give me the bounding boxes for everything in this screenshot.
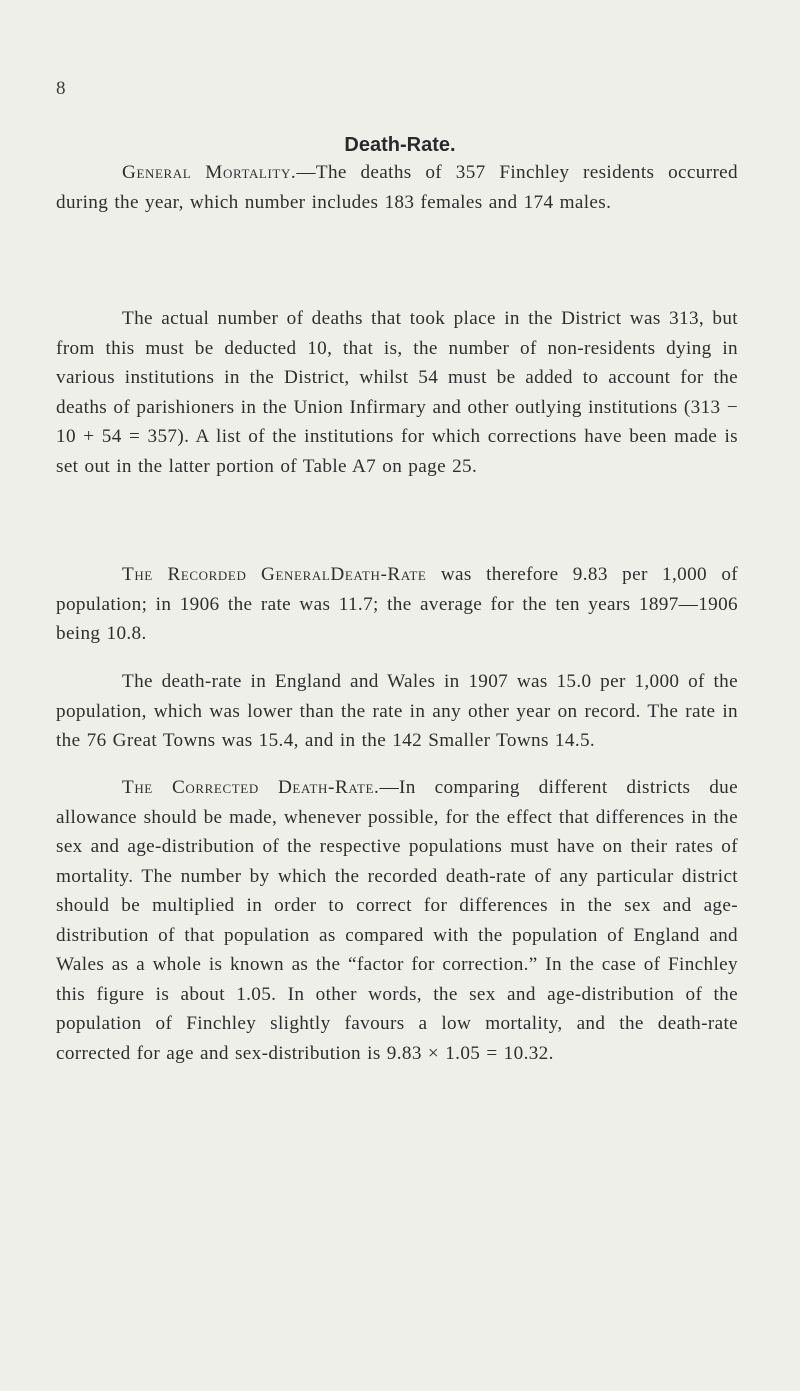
paragraph-lead: General Mortality.: [122, 162, 297, 183]
paragraph-actual-deaths: [56, 304, 738, 481]
paragraph-corrected-death-rate: [56, 773, 738, 1068]
paragraph-lead: The Corrected Death-Rate.: [122, 777, 380, 798]
page-title: Death-Rate.: [344, 134, 456, 156]
paragraph-england-wales-rate: [56, 667, 738, 756]
paragraph-body: The death-rate in England and Wales in 1907 was 15.0 per 1,000 of the population, which was lower than the rate in any other year on record. The rate in the 76 Great Towns was 15.4, and in the 142 Smaller Towns 14.5.: [56, 671, 738, 751]
paragraph-body: was therefore 9.83 per 1,000 of population; in 1906 the rate was 11.7; the average for the ten years 1897—1906 being 10.8.: [56, 564, 739, 644]
page-number: 8: [56, 78, 66, 99]
paragraph-recorded-death-rate: [56, 560, 738, 649]
paragraph-body: —In comparing different districts due allowance should be made, whenever possible, for the effect that differences in the sex and age-distribution of the respective populations must have on their rates of mortality. The number by which the recorded death-rate of any particular district should be multiplied in order to correct for differences in the sex and age-distribution of that population as compared with the population of England and Wales as a whole is known as the “factor for correction.” In the case of Finchley this figure is about 1.05. In other words, the sex and age-distribution of the population of Finchley slightly favours a low mortality, and the death-rate corrected for age and sex-distribution is 9.83 × 1.05 = 10.32.: [56, 777, 738, 1064]
paragraph-general-mortality: [56, 158, 738, 217]
paragraph-lead: The Recorded GeneralDeath-Rate: [122, 564, 427, 585]
paragraph-body: —The deaths of 357 Finchley residents occurred during the year, which number includes 183 females and 174 males.: [56, 162, 738, 213]
paragraph-body: The actual number of deaths that took place in the District was 313, but from this must be deducted 10, that is, the number of non-residents dying in various institutions in the District, whilst 54 must be added to account for the deaths of parishioners in the Union Infirmary and other outlying institutions (313 − 10 + 54 = 357). A list of the institutions for which corrections have been made is set out in the latter portion of Table A7 on page 25.: [56, 308, 738, 477]
